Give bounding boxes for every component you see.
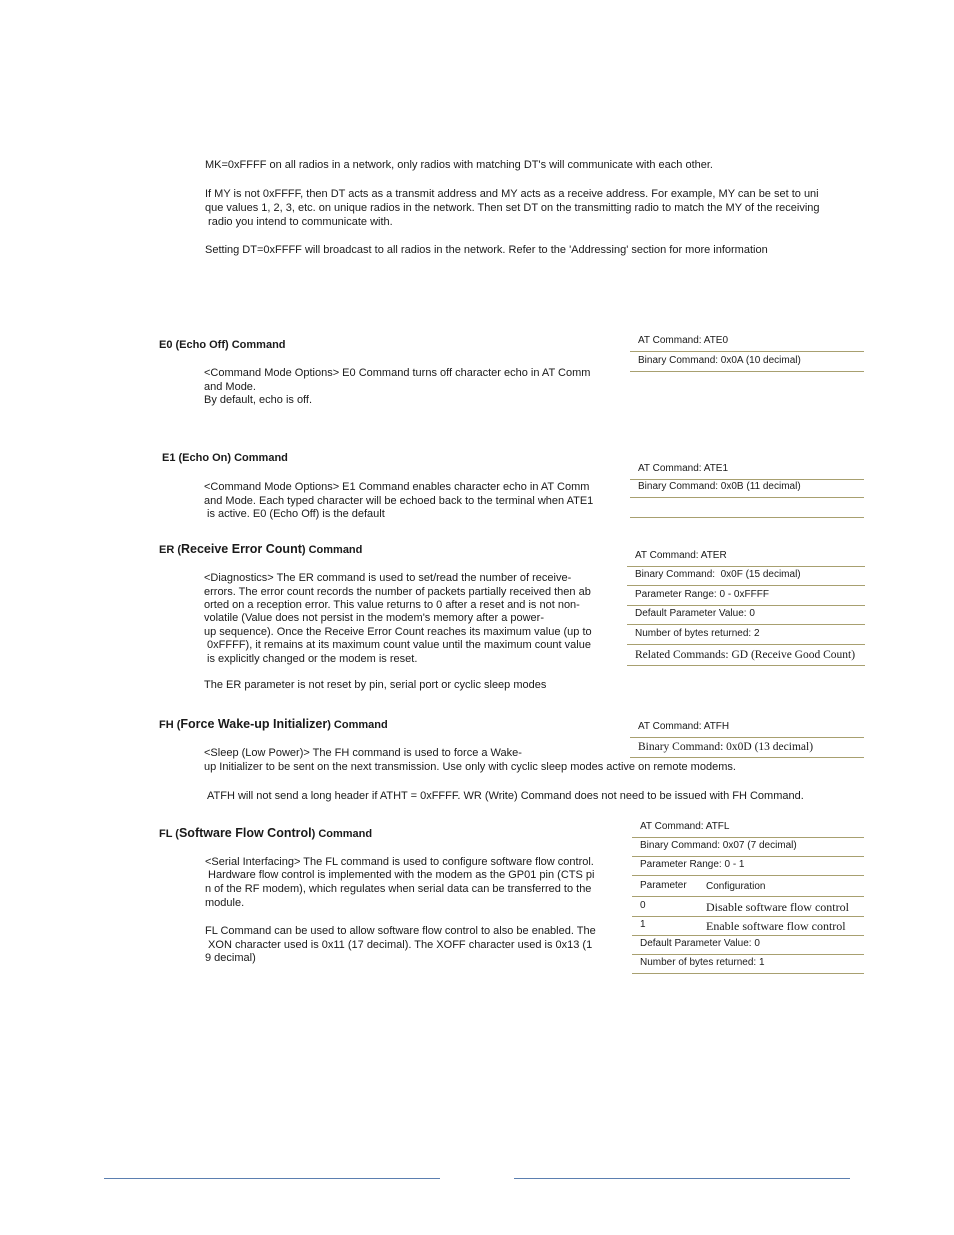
fl-body-3: n of the RF modem), which regulates when serial data can be transferred to the [205,883,592,895]
e0-body-2: and Mode. [204,381,256,393]
table-row: AT Command: ATER [627,549,865,567]
er-body-4: volatile (Value does not persist in the modem's memory after a power- [204,612,544,624]
e0-command-table [630,334,864,372]
footer-rule-left [104,1178,440,1179]
table-row: Binary Command: 0x0A (10 decimal) [630,352,864,372]
intro-line-1: MK=0xFFFF on all radios in a network, only radios with matching DT's will communicate with each other. [205,159,713,171]
e0-body-3: By default, echo is off. [204,394,313,406]
table-row: Binary Command: 0x0B (11 decimal) [630,480,864,498]
fh-body-1: <Sleep (Low Power)> The FH command is used to force a Wake- [204,747,522,759]
table-row: Number of bytes returned: 1 [632,955,864,974]
fl-body-4: module. [205,897,245,909]
table-row: Default Parameter Value: 0 [627,606,865,625]
intro-line-3: que values 1, 2, 3, etc. on unique radios in the network. Then set DT on the transmitting radio to match the MY of the receiving [205,202,820,214]
table-row: AT Command: ATFL [632,820,864,838]
table-header-row: Parameter Configuration [632,876,864,897]
e1-body-2: and Mode. Each typed character will be echoed back to the terminal when ATE1 [204,495,594,507]
table-row: AT Command: ATE1 [630,461,864,480]
er-note: The ER parameter is not reset by pin, serial port or cyclic sleep modes [204,679,547,691]
er-body-2: errors. The error count records the number of packets partially received then ab [204,586,591,598]
footer-rule-right [514,1178,850,1179]
er-body-5: up sequence). Once the Receive Error Count reaches its maximum value (up to [204,626,592,638]
e1-body-1: <Command Mode Options> E1 Command enables character echo in AT Comm [204,481,590,493]
intro-line-4: radio you intend to communicate with. [205,216,393,228]
er-command-table [627,549,865,666]
fl-heading: FL (Software Flow Control) Command [159,826,373,840]
e1-command-table [630,461,864,518]
table-row: Related Commands: GD (Receive Good Count) [627,645,865,666]
er-body-7: is explicitly changed or the modem is reset. [204,653,418,665]
er-body-3: orted on a reception error. This value returns to 0 after a reset and is not non- [204,599,580,611]
table-row: Binary Command: 0x0D (13 decimal) [630,738,864,758]
intro-line-5: Setting DT=0xFFFF will broadcast to all radios in the network. Refer to the 'Addressing' section for more information [205,244,768,256]
table-row: Binary Command: 0x0F (15 decimal) [627,567,865,586]
e0-body-1: <Command Mode Options> E0 Command turns off character echo in AT Comm [204,367,591,379]
fl-body-2: Hardware flow control is implemented with the modem as the GP01 pin (CTS pi [205,869,595,881]
fh-heading: FH (Force Wake-up Initializer) Command [159,717,388,731]
table-row: Parameter Range: 0 - 1 [632,857,864,876]
table-row: Binary Command: 0x07 (7 decimal) [632,838,864,857]
e1-body-3: is active. E0 (Echo Off) is the default [204,508,385,520]
table-row: AT Command: ATFH [630,720,864,738]
fh-note: ATFH will not send a long header if ATHT = 0xFFFF. WR (Write) Command does not need to be issued with FH Command. [207,790,804,802]
table-row: Parameter Range: 0 - 0xFFFF [627,586,865,606]
table-row: 1 Enable software flow control [632,917,864,936]
er-body-6: 0xFFFF), it remains at its maximum count value until the maximum count value [204,639,591,651]
table-row: 0 Disable software flow control [632,897,864,917]
fl-body2-1: FL Command can be used to allow software flow control to also be enabled. The [205,925,596,937]
e1-heading: E1 (Echo On) Command [162,452,288,464]
fh-command-table [630,720,864,758]
table-row: AT Command: ATE0 [630,334,864,352]
intro-line-2: If MY is not 0xFFFF, then DT acts as a transmit address and MY acts as a receive address. For example, MY can be set to uni [205,188,819,200]
table-row: Default Parameter Value: 0 [632,936,864,955]
e0-heading: E0 (Echo Off) Command [159,339,286,351]
er-heading: ER (Receive Error Count) Command [159,542,363,556]
fl-command-table [632,820,864,974]
er-body-1: <Diagnostics> The ER command is used to set/read the number of receive- [204,572,572,584]
fl-body2-2: XON character used is 0x11 (17 decimal). The XOFF character used is 0x13 (1 [205,939,593,951]
fl-body2-3: 9 decimal) [205,952,256,964]
fh-body-2: up Initializer to be sent on the next transmission. Use only with cyclic sleep modes active on remote modems. [204,761,736,773]
fl-body-1: <Serial Interfacing> The FL command is used to configure software flow control. [205,856,594,868]
table-row: Number of bytes returned: 2 [627,625,865,645]
table-row [630,498,864,518]
